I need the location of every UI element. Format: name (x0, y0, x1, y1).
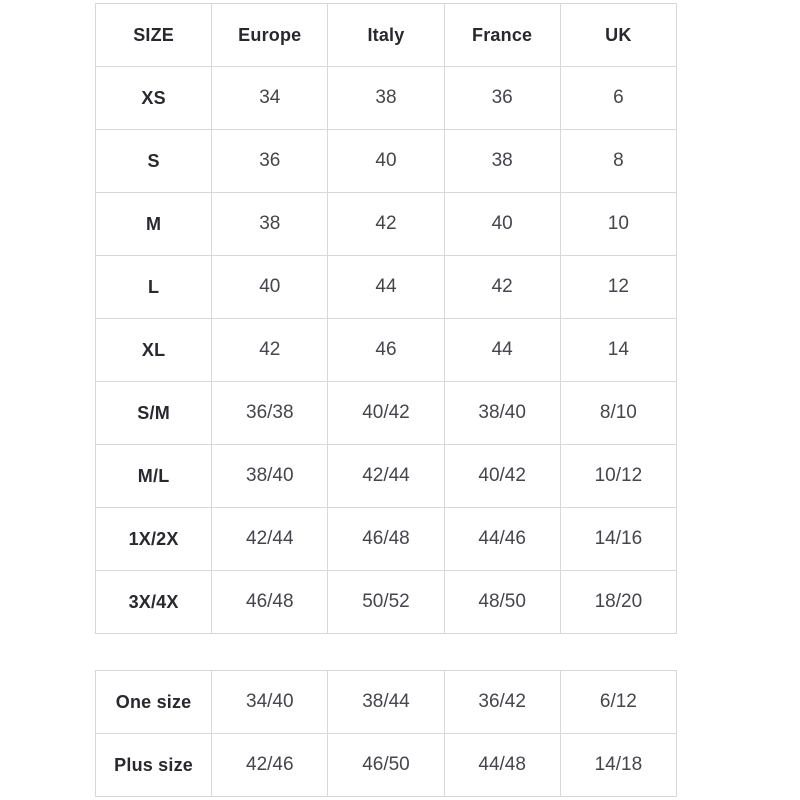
size-conversion-table-body (96, 67, 677, 634)
size-value-cell: 42/44 (328, 445, 444, 508)
size-value-cell: 36 (444, 67, 560, 130)
size-value-cell: 36/42 (444, 671, 560, 734)
size-value-cell: 34/40 (212, 671, 328, 734)
size-value-cell: 14/18 (560, 734, 676, 797)
table-row (96, 734, 677, 797)
size-value-cell: 14 (560, 319, 676, 382)
table-row (96, 445, 677, 508)
size-conversion-table (95, 3, 677, 634)
size-value-cell: 44 (444, 319, 560, 382)
header-cell-size: SIZE (96, 4, 212, 67)
size-value-cell: 40 (328, 130, 444, 193)
size-value-cell: 6 (560, 67, 676, 130)
size-value-cell: 36 (212, 130, 328, 193)
size-value-cell: 38 (212, 193, 328, 256)
size-label-cell: 1X/2X (96, 508, 212, 571)
size-value-cell: 36/38 (212, 382, 328, 445)
size-value-cell: 38/40 (212, 445, 328, 508)
size-label-cell: M/L (96, 445, 212, 508)
special-sizes-table-body (96, 671, 677, 797)
size-value-cell: 38/40 (444, 382, 560, 445)
table-row (96, 319, 677, 382)
header-cell: UK (560, 4, 676, 67)
size-label-cell: M (96, 193, 212, 256)
table-row (96, 193, 677, 256)
size-label-cell: 3X/4X (96, 571, 212, 634)
table-row (96, 671, 677, 734)
size-value-cell: 6/12 (560, 671, 676, 734)
size-value-cell: 42/46 (212, 734, 328, 797)
size-label-cell: Plus size (96, 734, 212, 797)
size-value-cell: 38 (444, 130, 560, 193)
special-sizes-table (95, 670, 677, 797)
size-value-cell: 46/50 (328, 734, 444, 797)
table-row (96, 130, 677, 193)
size-value-cell: 14/16 (560, 508, 676, 571)
size-value-cell: 18/20 (560, 571, 676, 634)
size-label-cell: L (96, 256, 212, 319)
size-value-cell: 38 (328, 67, 444, 130)
size-value-cell: 46/48 (328, 508, 444, 571)
size-value-cell: 42 (328, 193, 444, 256)
size-label-cell: XS (96, 67, 212, 130)
size-value-cell: 44/48 (444, 734, 560, 797)
size-value-cell: 46 (328, 319, 444, 382)
size-value-cell: 42 (444, 256, 560, 319)
size-value-cell: 10 (560, 193, 676, 256)
size-value-cell: 40 (444, 193, 560, 256)
size-value-cell: 44 (328, 256, 444, 319)
header-row (96, 4, 677, 67)
size-value-cell: 38/44 (328, 671, 444, 734)
size-label-cell: S/M (96, 382, 212, 445)
size-value-cell: 48/50 (444, 571, 560, 634)
size-value-cell: 40 (212, 256, 328, 319)
size-value-cell: 12 (560, 256, 676, 319)
table-row (96, 571, 677, 634)
size-value-cell: 40/42 (328, 382, 444, 445)
header-cell: Europe (212, 4, 328, 67)
size-value-cell: 40/42 (444, 445, 560, 508)
table-row (96, 382, 677, 445)
size-value-cell: 46/48 (212, 571, 328, 634)
size-value-cell: 8 (560, 130, 676, 193)
size-value-cell: 50/52 (328, 571, 444, 634)
header-cell: France (444, 4, 560, 67)
size-value-cell: 8/10 (560, 382, 676, 445)
size-label-cell: S (96, 130, 212, 193)
table-row (96, 67, 677, 130)
table-row (96, 256, 677, 319)
table-row (96, 508, 677, 571)
size-conversion-table-head (96, 4, 677, 67)
size-value-cell: 34 (212, 67, 328, 130)
size-value-cell: 44/46 (444, 508, 560, 571)
size-value-cell: 42/44 (212, 508, 328, 571)
size-value-cell: 10/12 (560, 445, 676, 508)
size-label-cell: One size (96, 671, 212, 734)
header-cell: Italy (328, 4, 444, 67)
size-value-cell: 42 (212, 319, 328, 382)
size-label-cell: XL (96, 319, 212, 382)
